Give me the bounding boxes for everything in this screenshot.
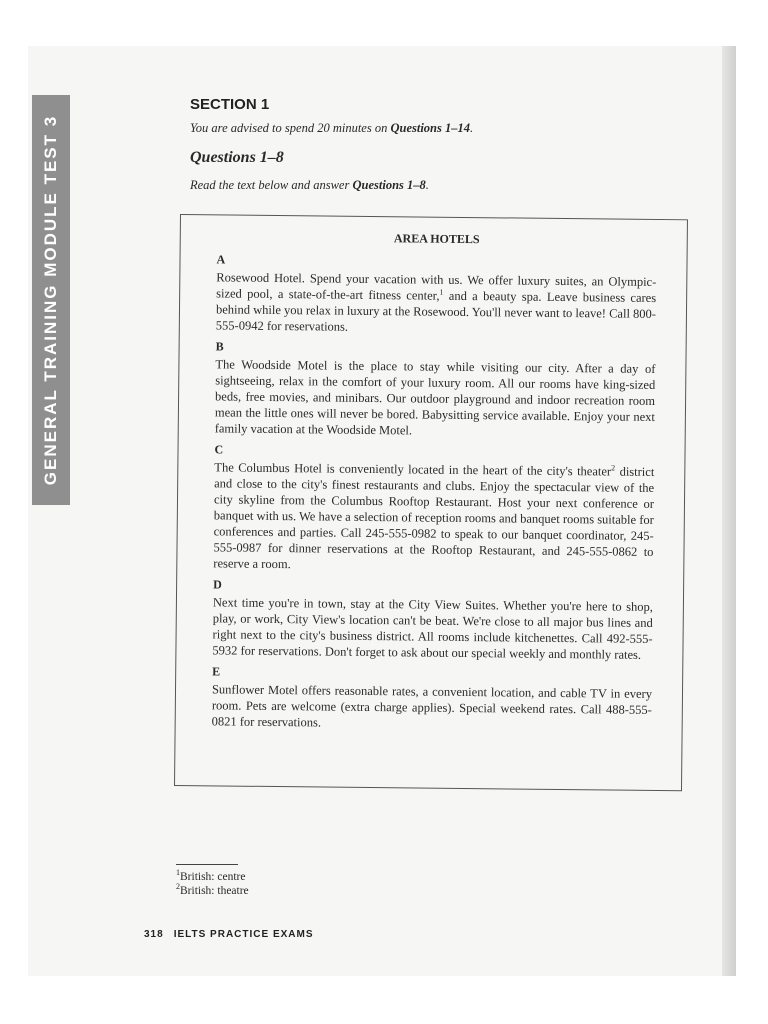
time-advice-prefix: You are advised to spend 20 minutes on [190,121,391,135]
area-hotels-box [174,214,688,791]
entry-text-a [216,269,657,338]
footnote-divider [176,864,238,865]
entry-text-d: Next time you're in town, stay at the City View Suites. Whether you're here to shop, play, or work, City View's location can't be beat. We're close to all major bus lines and right next to the city's business district. All rooms include kitchenettes. Call 492-555-5932 for reservations. Don't forget to ask about our special weekly and monthly rates. [212,595,653,662]
footnote-mark-1: 1 [176,868,180,878]
entry-letter-b: B [215,339,224,354]
footnotes [176,870,249,898]
footnote-text-2: British: theatre [180,885,249,897]
entry-text-c [213,459,654,576]
side-tab-label: GENERAL TRAINING MODULE TEST 3 [41,114,60,486]
time-advice-questions: Questions 1–14 [390,121,470,135]
box-title: AREA HOTELS [393,231,480,247]
entry-letter-d: D [213,577,222,592]
footnote-2 [176,884,249,898]
time-advice [190,121,473,136]
page-number: 318 [144,929,164,940]
time-advice-suffix: . [470,121,474,135]
footnote-ref-1: 1 [439,287,444,297]
entry-text-b: The Woodside Motel is the place to stay while visiting our city. After a day of sightseeing, relax in the comfort of your luxury room. All our rooms have king-sized beds, free movies, and minibars. Our outdoor playground and indoor recreation room mean the little ones will never be bored. Babysitting service available. Enjoy your next family vacation at the Woodside Motel. [214,357,656,438]
entry-a-part1: Rosewood Hotel. Spend your vacation with us. We offer luxury suites, an Olympic-sized pool, a state-of-the-art fitness center, [216,270,657,303]
entry-letter-c: C [214,442,224,457]
entry-letter-e: E [212,664,221,679]
instruction-prefix: Read the text below and answer [190,178,353,192]
reading-instruction [190,178,429,193]
entry-letter-a: A [216,252,226,267]
page-edge-shadow [722,46,736,976]
entry-c-part2: district and close to the city's finest restaurants and clubs. Enjoy the spectacular view of the city skyline from the Columbus Rooftop Restaurant. Host your next conference or banquet with us. We have a selection of reception rooms and banquet rooms suitable for conferences and parties. Call 245-555-0982 to speak to our banquet coordinator, 245-555-0987 for dinner reservations at the Rooftop Restaurant, and 245-555-0862 to reserve a room. [213,464,655,572]
section-title: SECTION 1 [190,96,270,113]
footnote-mark-2: 2 [176,882,180,892]
footnote-ref-2: 2 [611,463,616,473]
footnote-1 [176,870,249,884]
questions-heading: Questions 1–8 [190,149,284,166]
instruction-questions: Questions 1–8 [352,178,426,192]
entry-text-e: Sunflower Motel offers reasonable rates, a convenient location, and cable TV in every room. Pets are welcome (extra charge applies). Special weekend rates. Call 488-555-0821 for reservations. [211,682,653,730]
entry-c-part1: The Columbus Hotel is conveniently located in the heart of the city's theater [214,460,612,479]
book-title: IELTS PRACTICE EXAMS [173,929,314,940]
instruction-suffix: . [425,178,429,192]
footnote-text-1: British: centre [180,871,246,883]
entry-a-part2: and a beauty spa. Leave business cares behind while you relax in luxury at the Rosewood. You'll never want to leave! Call 800-555-0942 for reservations. [215,288,657,334]
page-footer [144,929,314,940]
